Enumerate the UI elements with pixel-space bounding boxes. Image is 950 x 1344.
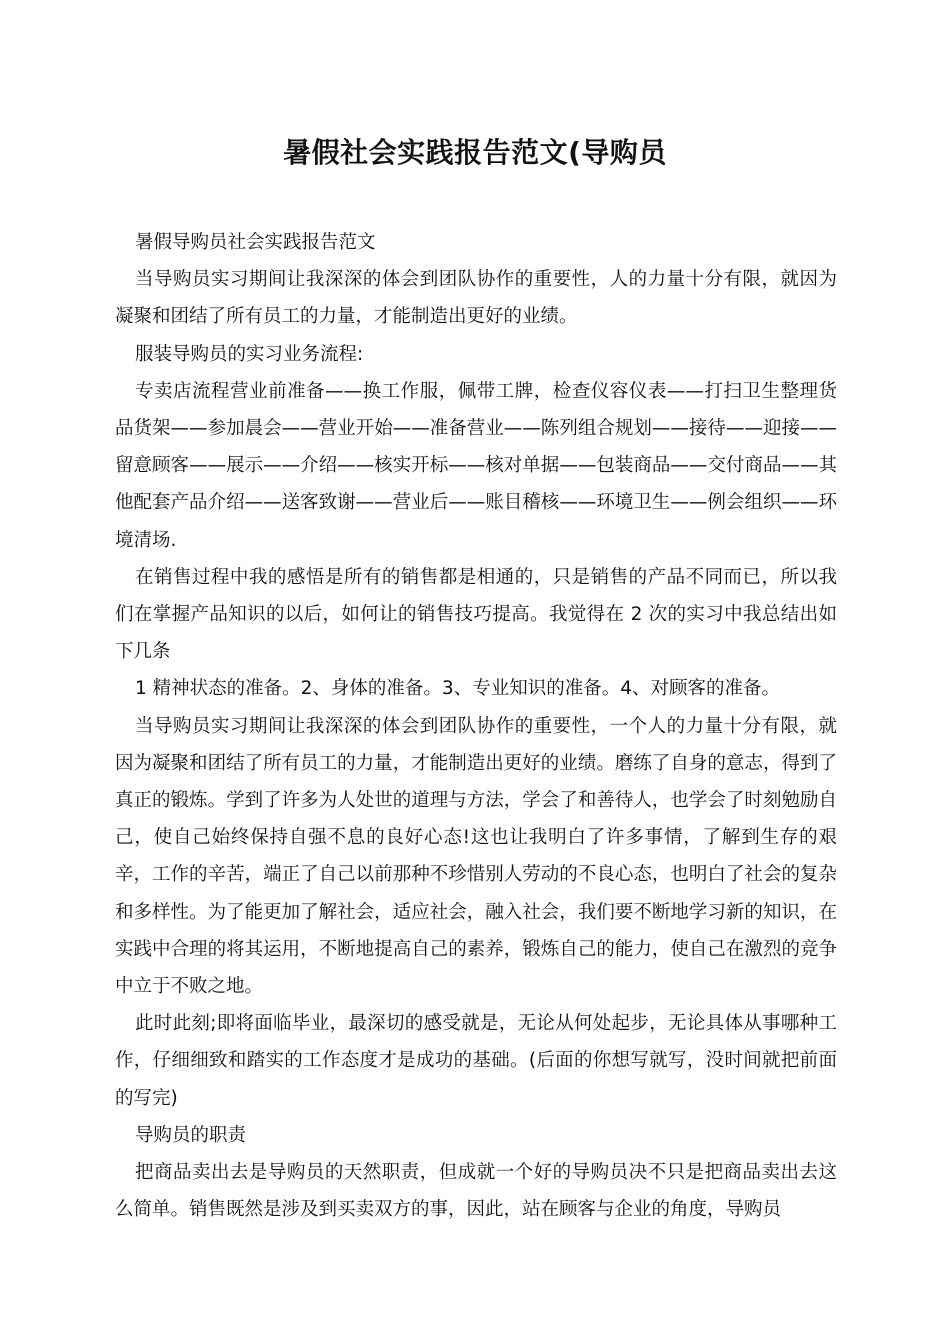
paragraph-process-heading: 服装导购员的实习业务流程:	[135, 343, 364, 365]
paragraph-heading-intro: 暑假导购员社会实践报告范文	[135, 232, 376, 253]
paragraph-store-process: 专卖店流程营业前准备——换工作服，佩带工牌，检查仪容仪表——打扫卫生整理货品货架——参加晨会——营业开始——准备营业——陈列组合规划——接待——迎接——留意顾客——展示——介绍——核实开标——核对单据——包装商品——交付商品——其他配套产品介绍——送客致谢——营业后——账目稽核——环境卫生——例会组织——环境清场.	[115, 380, 837, 551]
document-body	[115, 224, 837, 1228]
paragraph-teamwork: 当导购员实习期间让我深深的体会到团队协作的重要性，人的力量十分有限，就因为凝聚和团结了所有员工的力量，才能制造出更好的业绩。	[115, 269, 837, 328]
paragraph-sales-insight: 在销售过程中我的感悟是所有的销售都是相通的，只是销售的产品不同而已，所以我们在掌握产品知识的以后，如何让的销售技巧提高。我觉得在 2 次的实习中我总结出如下几条	[115, 566, 837, 663]
paragraph-duties: 把商品卖出去是导购员的天然职责，但成就一个好的导购员决不只是把商品卖出去这么简单。销售既然是涉及到买卖双方的事，因此，站在顾客与企业的角度，导购员	[115, 1162, 837, 1221]
paragraph-duties-heading: 导购员的职责	[135, 1124, 247, 1146]
paragraph-reflection: 当导购员实习期间让我深深的体会到团队协作的重要性，一个人的力量十分有限，就因为凝聚和团结了所有员工的力量，才能制造出更好的业绩。磨练了自身的意志，得到了真正的锻炼。学到了许多为人处世的道理与方法，学会了和善待人，也学会了时刻勉励自己，使自己始终保持自强不息的良好心态!这也让我明白了许多事情，了解到生存的艰辛，工作的辛苦，端正了自己以前那种不珍惜别人劳动的不良心态，也明白了社会的复杂和多样性。为了能更加了解社会，适应社会，融入社会，我们要不断地学习新的知识，在实践中合理的将其运用，不断地提高自己的素养，锻炼自己的能力，使自己在激烈的竞争中立于不败之地。	[115, 715, 837, 998]
paragraph-graduation: 此时此刻;即将面临毕业，最深切的感受就是，无论从何处起步，无论具体从事哪种工作，仔细细致和踏实的工作态度才是成功的基础。(后面的你想写就写，没时间就把前面的写完)	[115, 1013, 837, 1109]
document-title: 暑假社会实践报告范文(导购员	[283, 136, 667, 169]
paragraph-preparation-list: 1 精神状态的准备。2、身体的准备。3、专业知识的准备。4、对顾客的准备。	[135, 678, 780, 700]
